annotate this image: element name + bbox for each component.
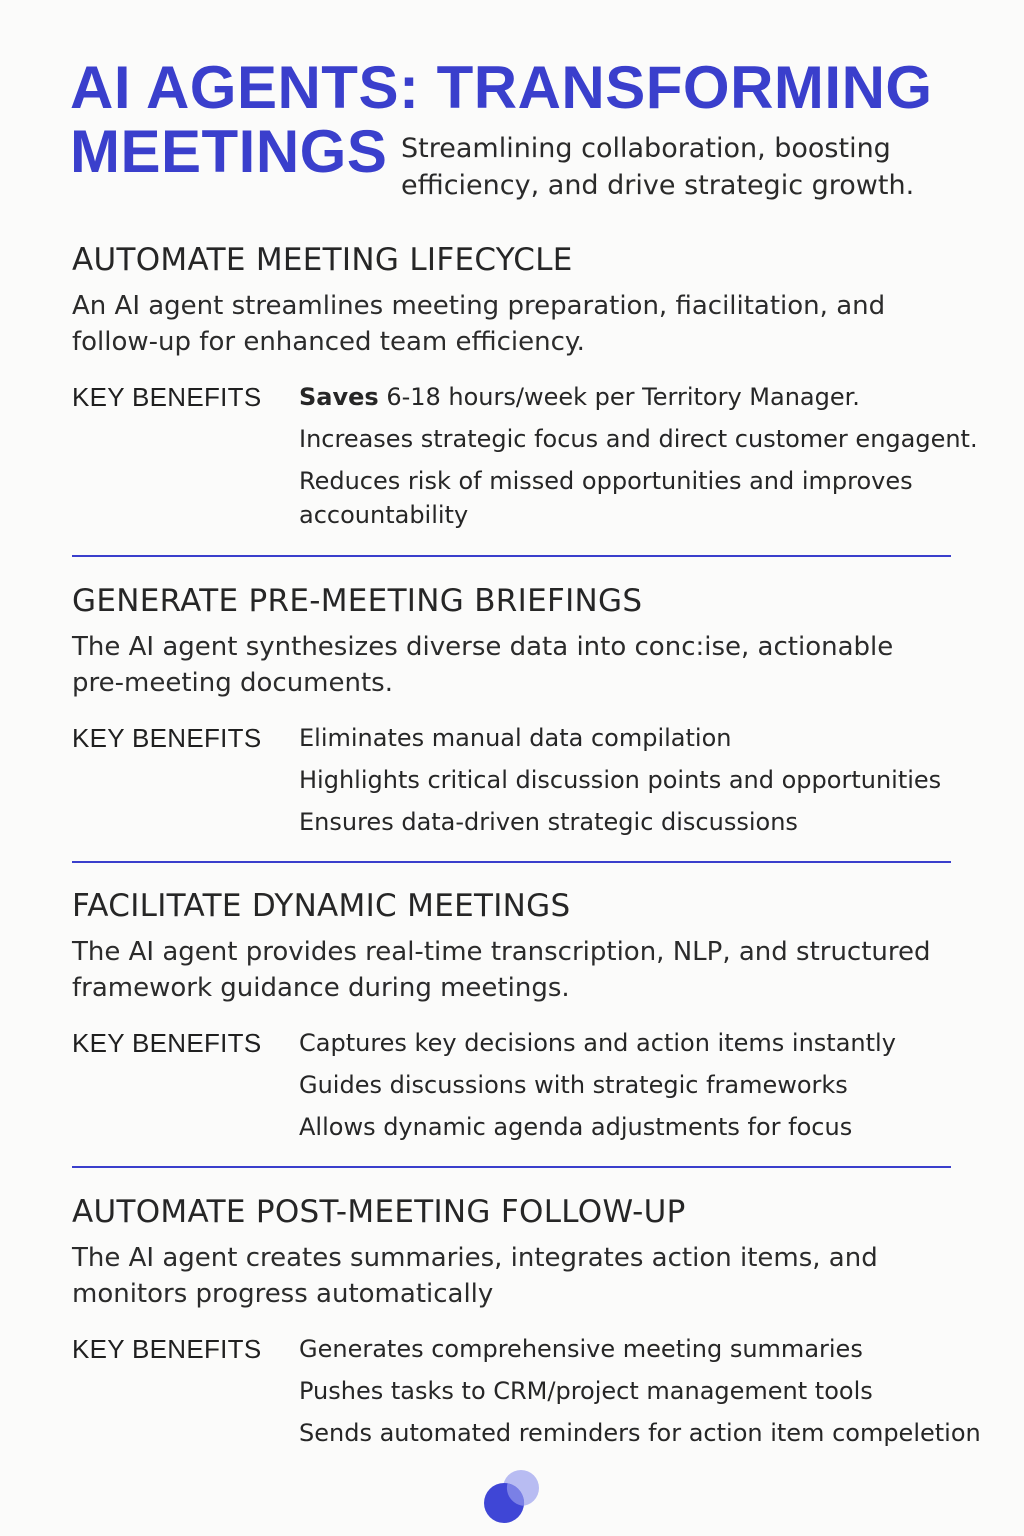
page-title-line-1: AI AGENTS: TRANSFORMING <box>70 54 933 121</box>
benefit-text: Eliminates manual data compilation <box>299 724 732 752</box>
benefit-text: Increases strategic focus and direct customer engagent. <box>299 425 978 453</box>
section-heading: AUTOMATE MEETING LIFECYCLE <box>72 242 573 278</box>
benefit-item <box>299 380 999 414</box>
key-benefits-label: KEY BENEFITS <box>72 723 262 753</box>
overlapping-circles-logo-icon <box>483 1469 543 1525</box>
benefit-item <box>299 1416 999 1450</box>
benefits-list <box>299 1332 999 1458</box>
benefit-item <box>299 464 999 532</box>
section-automate-post-meeting-follow-up <box>72 1192 981 1447</box>
benefit-bold-text: Saves <box>299 383 379 411</box>
benefit-text: Allows dynamic agenda adjustments for focus <box>299 1113 853 1141</box>
key-benefits-label: KEY BENEFITS <box>72 1334 262 1364</box>
benefit-item <box>299 763 999 797</box>
section-heading: GENERATE PRE-MEETING BRIEFINGS <box>72 583 643 619</box>
section-description: The AI agent synthesizes diverse data into conc:ise, actionable pre-meeting documents. <box>72 632 894 698</box>
benefit-text: Ensures data-driven strategic discussions <box>299 808 798 836</box>
key-benefits-label: KEY BENEFITS <box>72 382 262 412</box>
section-generate-pre-meeting-briefings <box>72 581 972 836</box>
section-divider <box>72 1166 951 1168</box>
benefit-item <box>299 1332 999 1366</box>
benefit-text: Generates comprehensive meeting summaries <box>299 1335 863 1363</box>
section-facilitate-dynamic-meetings <box>72 886 972 1141</box>
page-title-line-2: MEETINGS <box>70 118 388 185</box>
benefit-text: Sends automated reminders for action item compeletion <box>299 1419 981 1447</box>
section-heading: FACILITATE DYNAMIC MEETINGS <box>72 888 571 924</box>
benefit-text: 6-18 hours/week per Territory Manager. <box>378 383 860 411</box>
section-description: The AI agent provides real-time transcription, NLP, and structured framework guidance during meetings. <box>72 937 931 1003</box>
page-subtitle: Streamlining collaboration, boosting efficiency, and drive strategic growth. <box>401 133 915 201</box>
section-divider <box>72 861 951 863</box>
section-automate-meeting-lifecycle <box>72 240 978 529</box>
benefit-item <box>299 1068 999 1102</box>
section-divider <box>72 555 951 557</box>
key-benefits-label: KEY BENEFITS <box>72 1028 262 1058</box>
benefit-text: Reduces risk of missed opportunities and improves accountability <box>299 467 913 529</box>
section-heading: AUTOMATE POST-MEETING FOLLOW-UP <box>72 1194 686 1230</box>
benefit-text: Guides discussions with strategic frameworks <box>299 1071 848 1099</box>
benefit-item <box>299 1374 999 1408</box>
benefit-text: Highlights critical discussion points and opportunities <box>299 766 942 794</box>
benefit-text: Captures key decisions and action items instantly <box>299 1029 896 1057</box>
benefit-item <box>299 1110 999 1144</box>
section-description: An AI agent streamlines meeting preparation, fiacilitation, and follow-up for enhanced team efficiency. <box>72 291 886 357</box>
benefit-item <box>299 721 999 755</box>
benefit-item <box>299 805 999 839</box>
benefit-text: Pushes tasks to CRM/project management tools <box>299 1377 873 1405</box>
benefits-list <box>299 721 999 847</box>
benefit-item <box>299 422 999 456</box>
benefits-list <box>299 380 999 540</box>
benefits-list <box>299 1026 999 1152</box>
section-description: The AI agent creates summaries, integrates action items, and monitors progress automatically <box>72 1243 878 1309</box>
benefit-item <box>299 1026 999 1060</box>
